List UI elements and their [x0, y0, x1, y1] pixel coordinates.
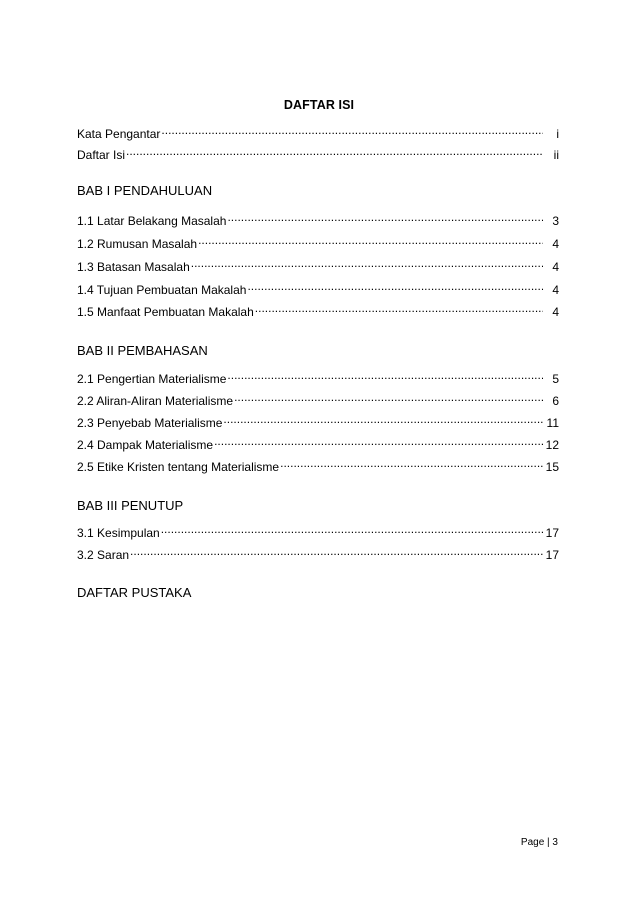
toc-entry-label: 1.4 Tujuan Pembuatan Makalah	[77, 283, 247, 297]
toc-entry-label: 2.4 Dampak Materialisme	[77, 438, 214, 452]
toc-entry-label: 1.3 Batasan Masalah	[77, 260, 190, 274]
toc-entry-page: 4	[552, 305, 559, 319]
toc-entry-1-1	[77, 209, 559, 228]
toc-entry-label: Daftar Isi	[77, 148, 126, 162]
toc-entry-label: 1.2 Rumusan Masalah	[77, 237, 198, 251]
page-number-footer: Page | 3	[520, 837, 558, 848]
toc-entry-label: 2.2 Aliran-Aliran Materialisme	[77, 394, 234, 408]
toc-leader-dots	[130, 543, 543, 559]
toc-entry-1-2	[77, 232, 559, 251]
toc-leader-dots	[198, 232, 543, 248]
toc-leader-dots	[161, 521, 543, 537]
toc-leader-dots	[191, 255, 543, 271]
toc-leader-dots	[223, 411, 543, 427]
toc-entry-2-2	[77, 389, 559, 408]
toc-leader-dots	[255, 300, 543, 316]
page-title: DAFTAR ISI	[283, 98, 355, 112]
toc-entry-page: 4	[552, 283, 559, 297]
toc-entry-page: 12	[545, 438, 559, 452]
toc-entry-label: 3.1 Kesimpulan	[77, 526, 160, 540]
toc-entry-label: 3.2 Saran	[77, 548, 130, 562]
toc-entry-2-5	[77, 455, 559, 474]
bibliography-heading: DAFTAR PUSTAKA	[77, 585, 192, 600]
toc-entry-label: 2.5 Etike Kristen tentang Materialisme	[77, 460, 280, 474]
toc-entry-page: 11	[546, 416, 559, 430]
toc-leader-dots	[161, 122, 543, 138]
toc-entry-label: Kata Pengantar	[77, 127, 161, 141]
toc-entry-label: 2.3 Penyebab Materialisme	[77, 416, 223, 430]
toc-entry-page: 6	[552, 394, 559, 408]
toc-entry-3-1	[77, 521, 559, 540]
toc-entry-page: 5	[552, 372, 559, 386]
toc-leader-dots	[227, 367, 543, 383]
chapter-heading-bab-ii: BAB II PEMBAHASAN	[77, 343, 208, 358]
toc-leader-dots	[247, 278, 543, 294]
toc-entry-page: ii	[553, 148, 559, 162]
toc-entry-page: i	[556, 127, 559, 141]
toc-entry-label: 1.5 Manfaat Pembuatan Makalah	[77, 305, 254, 319]
toc-leader-dots	[280, 455, 543, 471]
toc-entry-label: 2.1 Pengertian Materialisme	[77, 372, 227, 386]
toc-leader-dots	[126, 143, 543, 159]
toc-entry-page: 17	[545, 548, 559, 562]
toc-entry-1-4	[77, 278, 559, 297]
toc-entry-label: 1.1 Latar Belakang Masalah	[77, 214, 227, 228]
chapter-heading-bab-i: BAB I PENDAHULUAN	[77, 183, 213, 198]
toc-entry-3-2	[77, 543, 559, 562]
toc-entry-page: 4	[552, 260, 559, 274]
toc-leader-dots	[234, 389, 543, 405]
toc-entry-page: 4	[552, 237, 559, 251]
toc-entry-kata-pengantar	[77, 122, 559, 141]
toc-entry-page: 3	[552, 214, 559, 228]
toc-entry-2-3	[77, 411, 559, 430]
toc-entry-2-1	[77, 367, 559, 386]
toc-leader-dots	[227, 209, 543, 225]
chapter-heading-bab-iii: BAB III PENUTUP	[77, 498, 184, 513]
toc-entry-daftar-isi	[77, 143, 559, 162]
toc-entry-page: 17	[545, 526, 559, 540]
toc-leader-dots	[214, 433, 543, 449]
toc-entry-page: 15	[545, 460, 559, 474]
toc-entry-1-5	[77, 300, 559, 319]
toc-entry-2-4	[77, 433, 559, 452]
toc-entry-1-3	[77, 255, 559, 274]
